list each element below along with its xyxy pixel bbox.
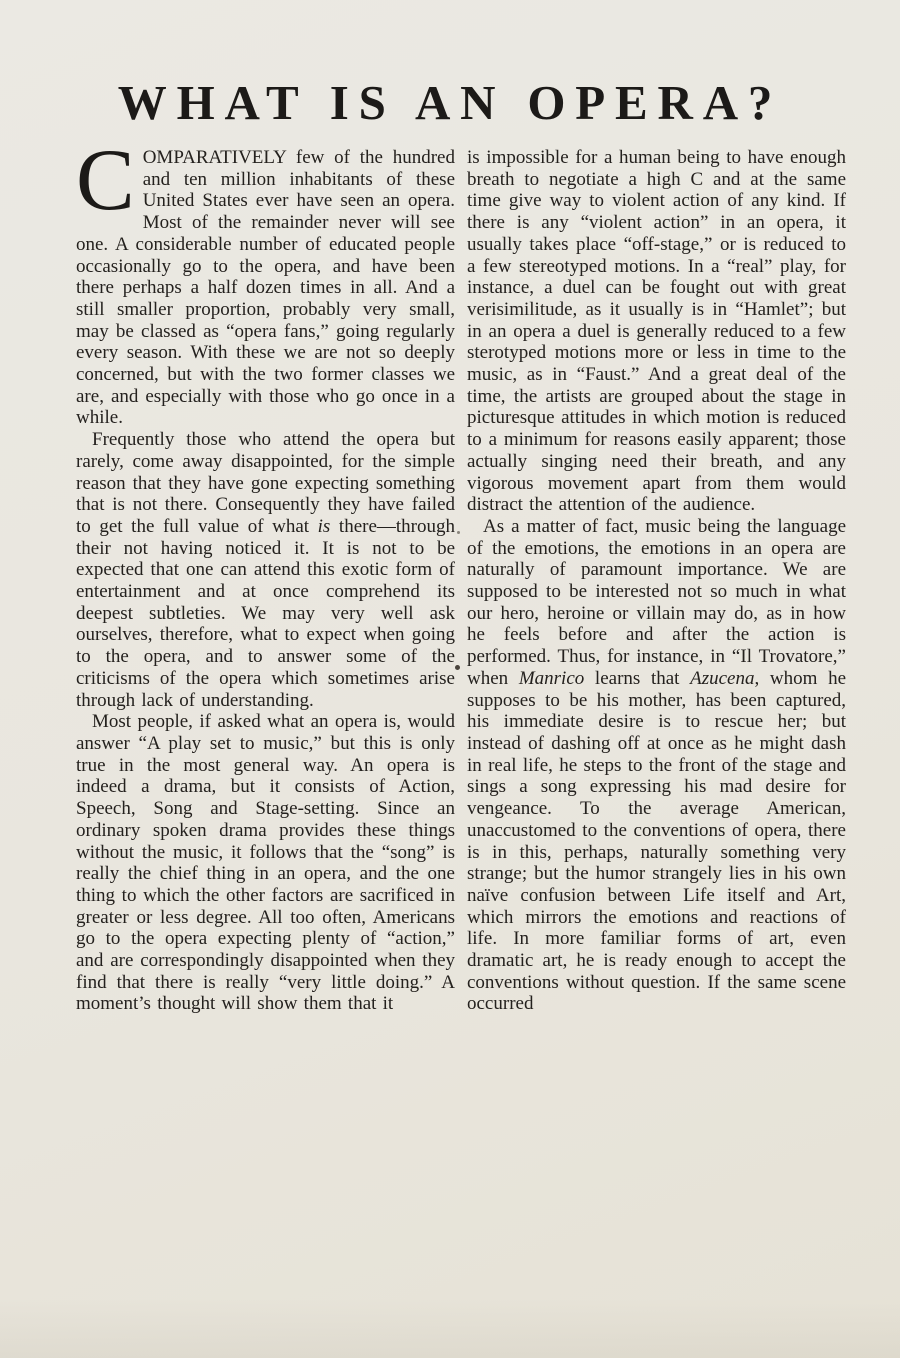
paragraph [467, 516, 846, 1015]
italic-text-run: is [317, 515, 331, 537]
italic-text-run: Azucena [690, 667, 755, 689]
text-run: Frequently those who attend the opera but rarely, come away disappointed, for the simple reason that they have gone expecting something that is not there. Consequently they have failed to get the full value of what [76, 429, 455, 537]
column-left [76, 132, 455, 1015]
text-run: OMPARATIVELY few of the hundred and ten million inhabitants of these United States ever have seen an opera. Most of the remainder never will see one. A considerable number of educated people occasionally go to the opera, and have been there perhaps a half dozen times in all. And a still smaller proportion, probably very small, may be classed as “opera fans,” going regularly every season. With these we are not so deeply concerned, but with the two former classes we are, and especially with those who go once in a while. [76, 147, 455, 429]
drop-cap-letter: C [76, 132, 135, 229]
text-run: there—through their not having noticed it. It is not to be expected that one can attend this exotic form of entertainment and at once comprehend its deepest subtleties. We may very well ask ourselves, therefore, what to expect when going to the opera, and to answer some of the criticisms of the opera which sometimes arise through lack of understanding. [76, 515, 455, 711]
paragraph [76, 132, 455, 429]
text-run: , whom he supposes to be his mother, has been captured, his immediate desire is to rescue her; but instead of dashing off at once as he might dash in real life, he steps to the front of the stage and sings a song expressing his mad desire for vengeance. To the average American, unaccustomed to the conventions of opera, there is in this, perhaps, naturally something very strange; but the humor strangely lies in his own naïve confusion between Life itself and Art, which mirrors the emotions and reactions of life. In more familiar forms of art, even dramatic art, he is ready enough to accept the conventions without question. If the same scene occurred [467, 667, 847, 1015]
paragraph [76, 711, 455, 1015]
paper-shading [0, 1298, 900, 1358]
text-run: learns that [584, 667, 691, 689]
column-right [467, 147, 846, 1015]
ink-spot [455, 665, 460, 670]
ink-spot [457, 531, 460, 534]
page-title: WHAT IS AN OPERA? [117, 75, 783, 130]
paragraph [76, 429, 455, 711]
text-run: Most people, if asked what an opera is, would answer “A play set to music,” but this is only true in the most general way. An opera is indeed a drama, but it consists of Action, Speech, Song and Stage-setting. Since an ordinary spoken drama provides these things without the music, it follows that the “song” is really the chief thing in an opera, and the one thing to which the other factors are sacrificed in greater or less degree. All too often, Americans go to the opera expecting plenty of “action,” and are correspondingly disappointed when they find that there is really “very little doing.” A moment’s thought will show them that it [76, 711, 455, 1015]
paragraph [467, 147, 846, 516]
italic-text-run: Manrico [518, 667, 585, 689]
text-run: is impossible for a human being to have enough breath to negotiate a high C and at the same time give way to violent action of any kind. If there is any “violent action” in an opera, it usually takes place “off-stage,” or is reduced to a few stereotyped motions. In a “real” play, for instance, a duel can be fought out with great verisimilitude, as it usually is in “Hamlet”; but in an opera a duel is generally reduced to a few sterotyped motions more or less in time to the music, as in “Faust.” And a great deal of the time, the artists are grouped about the stage in picturesque attitudes in which motion is reduced to a minimum for reasons easily apparent; those actually singing need their breath, and any vigorous movement apart from them would distract the attention of the audience. [467, 147, 846, 516]
text-columns [0, 131, 900, 1015]
text-run: As a matter of fact, music being the language of the emotions, the emotions in an opera are naturally of paramount importance. We are supposed to be interested not so much in what our hero, heroine or villain may do, as in how he feels before and after the action is performed. Thus, for instance, in “Il Trovatore,” when [467, 515, 846, 689]
